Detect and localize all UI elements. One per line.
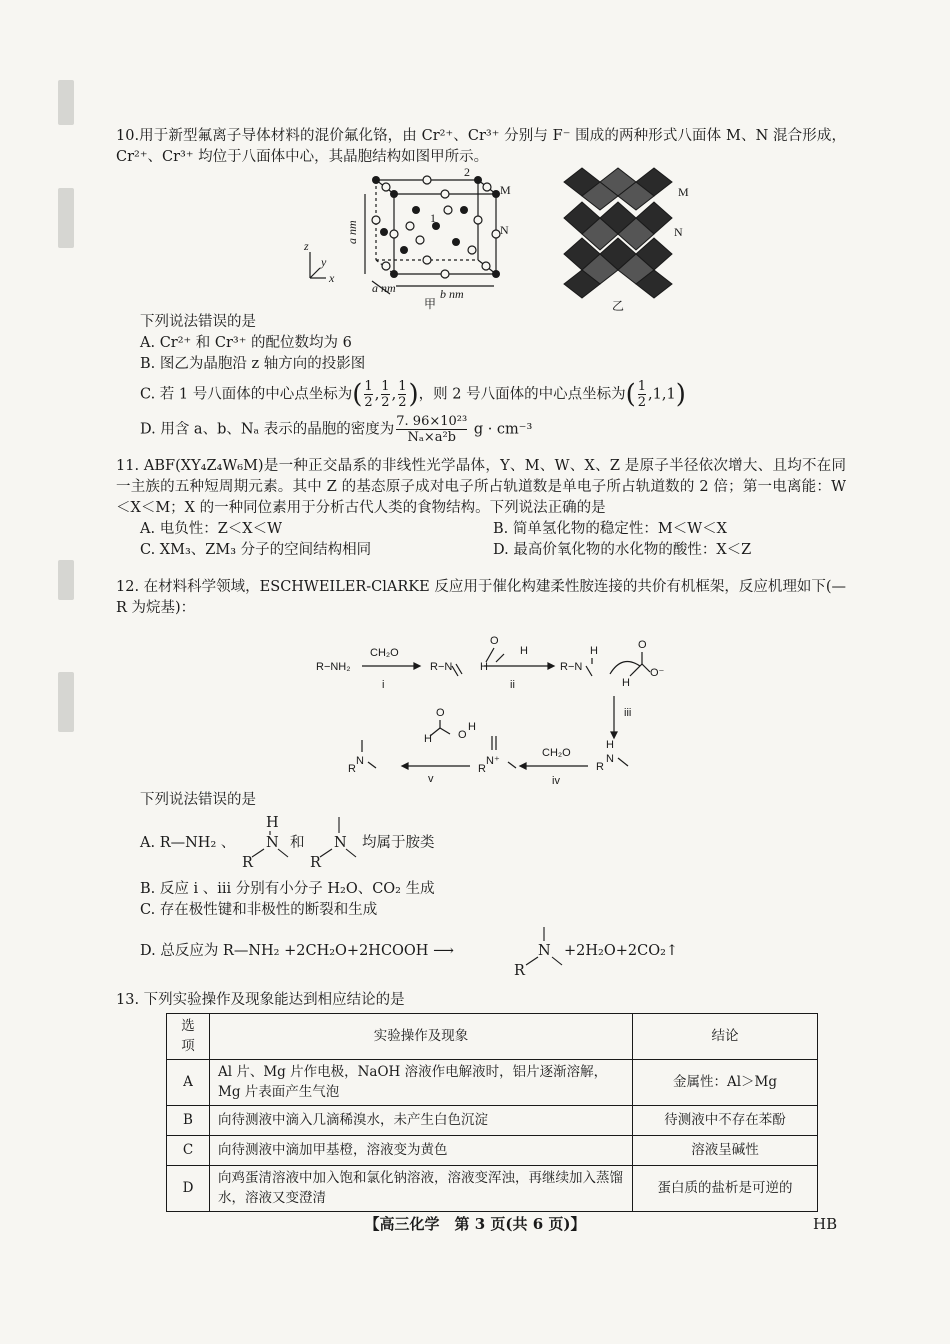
formate-h: H	[622, 677, 630, 689]
amine-r: R	[596, 761, 604, 773]
reaction-mechanism-scheme	[310, 624, 690, 790]
table-row: D 向鸡蛋清溶液中加入饱和氯化钠溶液，溶液变浑浊，再继续加入蒸馏水，溶液又变澄清 蛋白质的盐析是可逆的	[167, 1166, 818, 1212]
step-ii: ii	[510, 679, 515, 691]
question-11	[116, 456, 846, 561]
table-row: B 向待测液中滴入几滴稀溴水，未产生白色沉淀 待测液中不存在苯酚	[167, 1106, 818, 1136]
experiment-table	[166, 1013, 818, 1212]
formic-top-oh: H	[520, 645, 528, 657]
axis-y: y	[321, 255, 327, 269]
step-v: v	[428, 773, 434, 785]
caption-jia: 甲	[424, 297, 437, 311]
formic-oh-h: H	[468, 721, 476, 733]
q10-prompt: 下列说法错误的是	[140, 314, 256, 330]
step-iii: iii	[624, 707, 632, 719]
question-10	[116, 126, 846, 168]
question-13	[116, 990, 846, 1011]
axis-z: z	[304, 239, 309, 253]
formate-o: O	[638, 639, 647, 651]
label-m: M	[500, 183, 511, 197]
formate-o-minus: O⁻	[650, 667, 665, 679]
label-m-b: M	[678, 185, 689, 199]
label-a-vertical: a nm	[345, 220, 359, 244]
q11-option-b: B. 简单氢化物的稳定性：M＜W＜X	[493, 521, 727, 538]
q10-option-b: B. 图乙为晶胞沿 z 轴方向的投影图	[140, 356, 366, 373]
label-n: N	[500, 223, 509, 237]
amine-n: N	[606, 753, 614, 765]
iminium-h: H	[590, 645, 598, 657]
projection-figure-b	[554, 166, 704, 311]
q11-option-d: D. 最高价氧化物的水化物的酸性：X＜Z	[493, 542, 752, 559]
q12-option-d: D. 总反应为 R—NH₂ +2CH₂O+2HCOOH ⟶ N R +2H₂O+2CO₂↑	[140, 943, 679, 980]
imine-rn: R−N	[430, 661, 453, 673]
q12-stem: 12. 在材料科学领域，ESCHWEILER-ClARKE 反应用于催化构建柔性胺连接的共价有机框架，反应机理如下(—R 为烷基)：	[116, 579, 846, 617]
step-i: i	[382, 679, 385, 691]
formic-top-h: H	[480, 661, 488, 673]
q11-stem: 11. ABF(XY₄Z₄W₆M)是一种正交晶系的非线性光学晶体，Y、M、W、X、Z 是原子半径依次增大、且均不在同一主族的五种短周期元素。其中 Z 的基态原子成对电子所占轨道数是单电子所占轨道数的 2 倍；第一电离能：W＜X＜M；X 的一种同位素用于分析古代人类的食物结构。下列说法正确的是	[116, 458, 846, 517]
reagent-ch2o-i: CH₂O	[370, 647, 399, 659]
label-1: 1	[430, 211, 436, 225]
formic-h: H	[424, 733, 432, 745]
table-row: C 向待测液中滴加甲基橙，溶液变为黄色 溶液呈碱性	[167, 1136, 818, 1166]
q12-option-b: B. 反应 i 、iii 分别有小分子 H₂O、CO₂ 生成	[140, 881, 435, 898]
question-12	[116, 577, 846, 619]
amine-h: H	[606, 739, 614, 751]
q12-option-a: A. R—NH₂ 、 H N R 和 N R 均属于胺类	[140, 815, 435, 872]
product-n: N	[356, 755, 364, 767]
reactant-rnh2: R−NH₂	[316, 661, 351, 673]
page-footer: 【高三化学 第 3 页(共 6 页)】	[364, 1215, 586, 1233]
q13-stem: 13. 下列实验操作及现象能达到相应结论的是	[116, 992, 405, 1008]
label-2: 2	[464, 166, 470, 179]
axis-x: x	[329, 271, 335, 285]
footer-code: HB	[813, 1215, 838, 1233]
reagent-ch2o-iv: CH₂O	[542, 747, 571, 759]
label-n-b: N	[674, 225, 683, 239]
label-b-bottom: b nm	[440, 287, 464, 301]
iminium-rn: R−N	[560, 661, 583, 673]
iminium2-n: N⁺	[486, 755, 500, 767]
q10-option-d: D. 用含 a、b、Nₐ 表示的晶胞的密度为 $\frac{\text{7. 96×10²³}}{\text{Nₐ×a²b}}$ g · cm⁻³	[140, 414, 533, 446]
header-option: 选项	[167, 1014, 210, 1060]
step-iv: iv	[552, 775, 560, 787]
header-operation: 实验操作及现象	[210, 1014, 633, 1060]
q10-option-c: C. 若 1 号八面体的中心点坐标为( $\frac{1}{2}$ , $\frac{1}{2}$ , $\frac{1}{2}$ )，则 2 号八面体的中心点坐标为( $\frac{1}{2}$ ,1,1)	[140, 379, 686, 411]
table-row: A Al 片、Mg 片作电极，NaOH 溶液作电解液时，铝片逐渐溶解，Mg 片表面产生气泡 金属性：Al＞Mg	[167, 1060, 818, 1106]
q11-option-c: C. XM₃、ZM₃ 分子的空间结构相同	[140, 542, 372, 559]
q12-option-c: C. 存在极性键和非极性的断裂和生成	[140, 902, 378, 919]
label-a-bottom: a nm	[372, 281, 396, 295]
header-conclusion: 结论	[633, 1014, 818, 1060]
formic-o2: O	[458, 729, 467, 741]
crystal-cell-figure-a	[296, 166, 526, 311]
q10-stem: 10.用于新型氟离子导体材料的混价氟化铬，由 Cr²⁺、Cr³⁺ 分别与 F⁻ 围成的两种形式八面体 M、N 混合形成，Cr²⁺、Cr³⁺ 均位于八面体中心，其晶胞结构如图甲所示。	[116, 128, 846, 166]
q12-options	[140, 790, 846, 979]
iminium2-r: R	[478, 763, 486, 775]
table-header-row	[167, 1014, 818, 1060]
q10-options	[140, 312, 846, 445]
caption-yi: 乙	[612, 299, 625, 311]
q10-option-a: A. Cr²⁺ 和 Cr³⁺ 的配位数均为 6	[140, 335, 352, 352]
formic-top-o: O	[490, 635, 499, 647]
q12-prompt: 下列说法错误的是	[140, 792, 256, 808]
formic-o: O	[436, 707, 445, 719]
q11-option-a: A. 电负性：Z＜X＜W	[140, 521, 282, 538]
product-r: R	[348, 763, 356, 775]
